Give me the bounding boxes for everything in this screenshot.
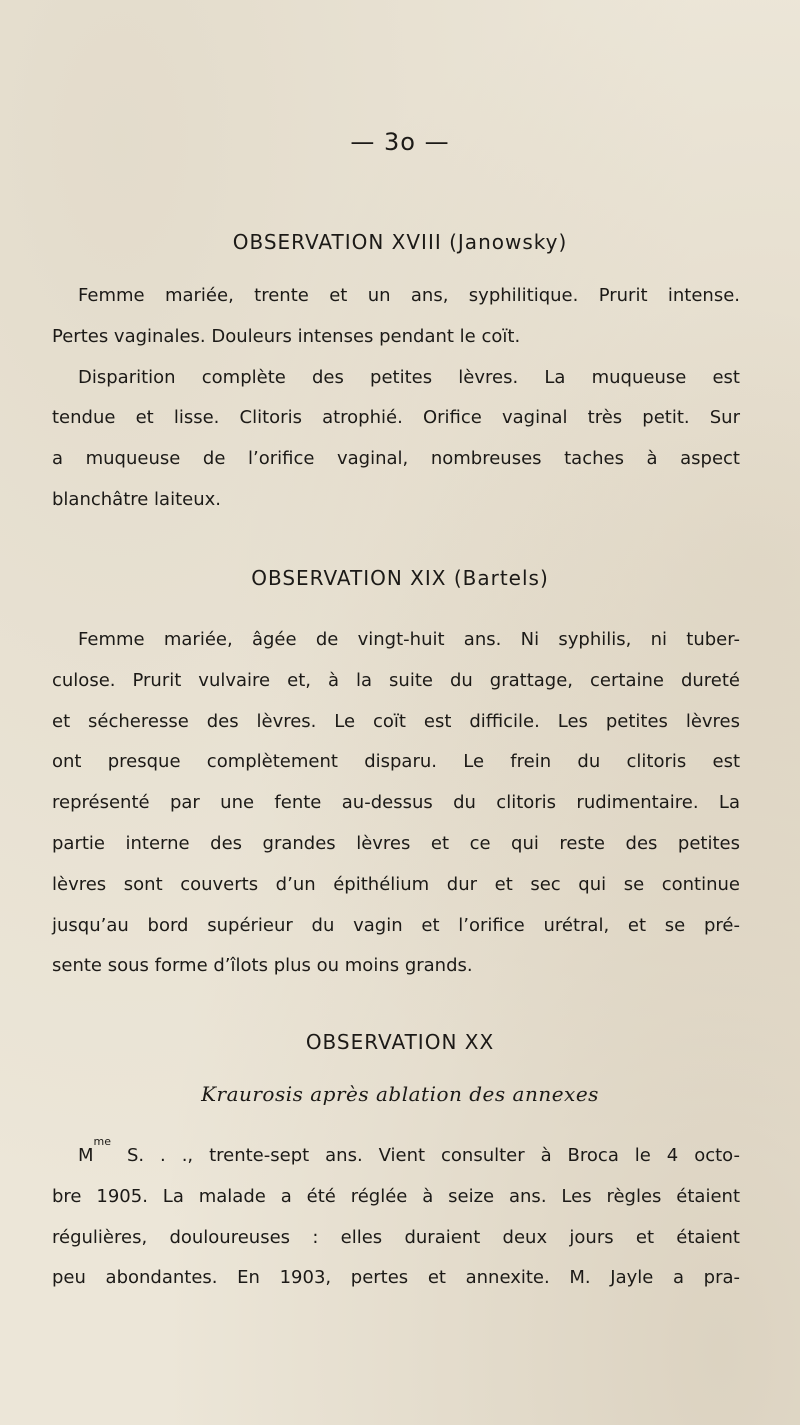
observation-xx-text [52, 1136, 740, 1299]
observation-xx-heading: OBSERVATION XX [305, 1030, 495, 1054]
text-line: Femme mariée, âgée de vingt-huit ans. Ni syphilis, ni tuber- [78, 629, 740, 650]
text-line: ont presque complètement disparu. Le frein du clitoris est [52, 751, 740, 773]
page-number: — 3o — [350, 128, 450, 156]
text-line [52, 1136, 740, 1177]
text-line: a muqueuse de l’orifice vaginal, nombreuses taches à aspect [52, 448, 740, 470]
text-line: Femme mariée, trente et un ans, syphilitique. Prurit intense. [78, 285, 740, 306]
text-line: culose. Prurit vulvaire et, à la suite du grattage, certaine dureté [52, 669, 740, 691]
text-line: tendue et lisse. Clitoris atrophié. Orifice vaginal très petit. Sur [52, 407, 740, 429]
observation-xx-subheading: Kraurosis après ablation des annexes [201, 1082, 599, 1106]
text-line: régulières, douloureuses : elles duraient deux jours et étaient [52, 1226, 740, 1248]
text-line: blanchâtre laiteux. [52, 488, 222, 510]
observation-xviii-text [52, 276, 740, 521]
title-abbreviation: M [78, 1145, 94, 1166]
text-line: et sécheresse des lèvres. Le coït est difficile. Les petites lèvres [52, 710, 740, 732]
text-line: peu abondantes. En 1903, pertes et annexite. M. Jayle a pra- [52, 1267, 740, 1289]
observation-xviii-heading: OBSERVATION XVIII (Janowsky) [232, 230, 568, 254]
observation-xix-heading: OBSERVATION XIX (Bartels) [251, 566, 549, 590]
text-line: jusqu’au bord supérieur du vagin et l’orifice urétral, et se pré- [52, 914, 740, 936]
text-line: partie interne des grandes lèvres et ce qui reste des petites [52, 832, 740, 854]
text-line: représenté par une fente au-dessus du clitoris rudimentaire. La [52, 792, 740, 814]
observation-xix-text [52, 620, 740, 987]
text-line: bre 1905. La malade a été réglée à seize ans. Les règles étaient [52, 1185, 740, 1207]
text-line-rest: S. . ., trente-sept ans. Vient consulter à Broca le 4 octo- [111, 1145, 740, 1166]
title-abbreviation-superscript: me [93, 1135, 112, 1148]
text-line: Pertes vaginales. Douleurs intenses pendant le coït. [52, 325, 521, 347]
text-line: sente sous forme d’îlots plus ou moins grands. [52, 955, 473, 977]
text-line: lèvres sont couverts d’un épithélium dur et sec qui se continue [52, 873, 740, 895]
text-line: Disparition complète des petites lèvres. La muqueuse est [78, 366, 740, 388]
